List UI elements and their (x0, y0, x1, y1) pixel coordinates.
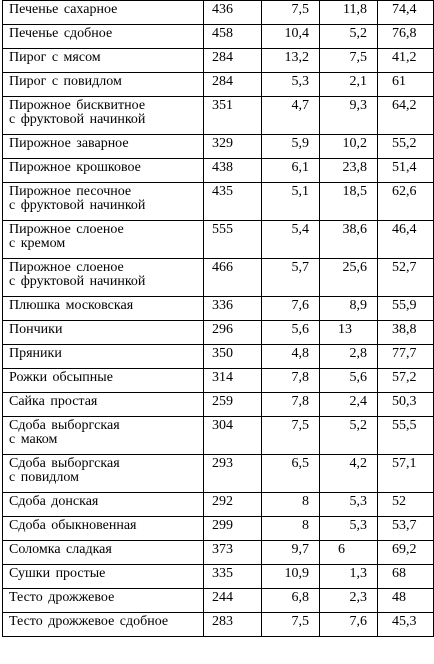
protein-cell: 10,4 (262, 25, 320, 49)
protein-cell: 5,4 (262, 221, 320, 259)
protein-cell: 8 (262, 493, 320, 517)
product-name-cell: Тесто дрожжевое сдобное (3, 613, 204, 637)
carbs-cell: 68 (378, 565, 434, 589)
product-name-cell: Пирожное песочное с фруктовой начинкой (3, 183, 204, 221)
product-name-cell: Пирожное слоеное с фруктовой начинкой (3, 259, 204, 297)
fat-cell: 1,3 (320, 565, 378, 589)
calories-cell: 293 (204, 455, 262, 493)
product-name-cell: Печенье сдобное (3, 25, 204, 49)
product-name-cell: Сдоба обыкновенная (3, 517, 204, 541)
fat-cell: 10,2 (320, 135, 378, 159)
table-row (3, 49, 434, 73)
protein-cell: 7,5 (262, 1, 320, 25)
carbs-cell: 57,1 (378, 455, 434, 493)
calories-cell: 244 (204, 589, 262, 613)
table-row (3, 393, 434, 417)
calories-cell: 284 (204, 73, 262, 97)
table-row (3, 135, 434, 159)
carbs-cell: 62,6 (378, 183, 434, 221)
calories-cell: 292 (204, 493, 262, 517)
protein-cell: 7,5 (262, 417, 320, 455)
product-name-cell: Пирожное бисквитное с фруктовой начинкой (3, 97, 204, 135)
table-row (3, 97, 434, 135)
carbs-cell: 46,4 (378, 221, 434, 259)
calories-cell: 466 (204, 259, 262, 297)
protein-cell: 4,8 (262, 345, 320, 369)
table-row (3, 369, 434, 393)
carbs-cell: 77,7 (378, 345, 434, 369)
carbs-cell: 50,3 (378, 393, 434, 417)
carbs-cell: 55,9 (378, 297, 434, 321)
fat-cell: 18,5 (320, 183, 378, 221)
product-name-cell: Тесто дрожжевое (3, 589, 204, 613)
carbs-cell: 69,2 (378, 541, 434, 565)
protein-cell: 6,1 (262, 159, 320, 183)
calories-cell: 259 (204, 393, 262, 417)
table-row (3, 321, 434, 345)
fat-cell: 38,6 (320, 221, 378, 259)
carbs-cell: 52,7 (378, 259, 434, 297)
calories-cell: 351 (204, 97, 262, 135)
calories-cell: 335 (204, 565, 262, 589)
table-row (3, 455, 434, 493)
fat-cell: 6 (320, 541, 378, 565)
table-row (3, 73, 434, 97)
product-name-cell: Сдоба донская (3, 493, 204, 517)
protein-cell: 5,3 (262, 73, 320, 97)
table-row (3, 493, 434, 517)
calories-cell: 299 (204, 517, 262, 541)
fat-cell: 5,3 (320, 517, 378, 541)
carbs-cell: 52 (378, 493, 434, 517)
carbs-cell: 51,4 (378, 159, 434, 183)
product-name-cell: Пончики (3, 321, 204, 345)
product-name-cell: Пирог с повидлом (3, 73, 204, 97)
product-name-cell: Сушки простые (3, 565, 204, 589)
protein-cell: 7,8 (262, 369, 320, 393)
table-row (3, 345, 434, 369)
protein-cell: 13,2 (262, 49, 320, 73)
table-row (3, 565, 434, 589)
carbs-cell: 38,8 (378, 321, 434, 345)
product-name-cell: Сдоба выборгская с маком (3, 417, 204, 455)
fat-cell: 7,5 (320, 49, 378, 73)
carbs-cell: 76,8 (378, 25, 434, 49)
table-row (3, 159, 434, 183)
calories-cell: 284 (204, 49, 262, 73)
calories-cell: 329 (204, 135, 262, 159)
product-name-cell: Плюшка московская (3, 297, 204, 321)
carbs-cell: 48 (378, 589, 434, 613)
calories-cell: 283 (204, 613, 262, 637)
protein-cell: 5,9 (262, 135, 320, 159)
carbs-cell: 55,5 (378, 417, 434, 455)
table-row (3, 221, 434, 259)
protein-cell: 4,7 (262, 97, 320, 135)
fat-cell: 7,6 (320, 613, 378, 637)
calories-cell: 435 (204, 183, 262, 221)
fat-cell: 9,3 (320, 97, 378, 135)
product-name-cell: Пирожное слоеное с кремом (3, 221, 204, 259)
table-row (3, 589, 434, 613)
protein-cell: 5,6 (262, 321, 320, 345)
product-name-cell: Сдоба выборгская с повидлом (3, 455, 204, 493)
protein-cell: 7,5 (262, 613, 320, 637)
calories-cell: 555 (204, 221, 262, 259)
calories-cell: 350 (204, 345, 262, 369)
protein-cell: 7,8 (262, 393, 320, 417)
protein-cell: 7,6 (262, 297, 320, 321)
fat-cell: 23,8 (320, 159, 378, 183)
protein-cell: 6,5 (262, 455, 320, 493)
calories-cell: 336 (204, 297, 262, 321)
table-row (3, 541, 434, 565)
carbs-cell: 74,4 (378, 1, 434, 25)
protein-cell: 10,9 (262, 565, 320, 589)
fat-cell: 5,2 (320, 417, 378, 455)
calories-cell: 436 (204, 1, 262, 25)
calories-cell: 373 (204, 541, 262, 565)
table-row (3, 1, 434, 25)
calories-cell: 438 (204, 159, 262, 183)
fat-cell: 5,2 (320, 25, 378, 49)
fat-cell: 2,8 (320, 345, 378, 369)
nutrition-table (2, 0, 434, 637)
fat-cell: 2,4 (320, 393, 378, 417)
fat-cell: 8,9 (320, 297, 378, 321)
carbs-cell: 61 (378, 73, 434, 97)
protein-cell: 5,7 (262, 259, 320, 297)
protein-cell: 5,1 (262, 183, 320, 221)
protein-cell: 8 (262, 517, 320, 541)
product-name-cell: Пирог с мясом (3, 49, 204, 73)
nutrition-table-body (3, 1, 434, 637)
fat-cell: 5,6 (320, 369, 378, 393)
carbs-cell: 41,2 (378, 49, 434, 73)
carbs-cell: 64,2 (378, 97, 434, 135)
table-row (3, 259, 434, 297)
fat-cell: 2,3 (320, 589, 378, 613)
product-name-cell: Пирожное заварное (3, 135, 204, 159)
table-row (3, 417, 434, 455)
fat-cell: 5,3 (320, 493, 378, 517)
calories-cell: 304 (204, 417, 262, 455)
fat-cell: 13 (320, 321, 378, 345)
product-name-cell: Сайка простая (3, 393, 204, 417)
calories-cell: 458 (204, 25, 262, 49)
carbs-cell: 53,7 (378, 517, 434, 541)
carbs-cell: 45,3 (378, 613, 434, 637)
protein-cell: 6,8 (262, 589, 320, 613)
protein-cell: 9,7 (262, 541, 320, 565)
table-row (3, 297, 434, 321)
fat-cell: 11,8 (320, 1, 378, 25)
product-name-cell: Рожки обсыпные (3, 369, 204, 393)
fat-cell: 25,6 (320, 259, 378, 297)
table-row (3, 25, 434, 49)
fat-cell: 4,2 (320, 455, 378, 493)
calories-cell: 296 (204, 321, 262, 345)
table-row (3, 517, 434, 541)
table-row (3, 613, 434, 637)
calories-cell: 314 (204, 369, 262, 393)
product-name-cell: Печенье сахарное (3, 1, 204, 25)
product-name-cell: Пирожное крошковое (3, 159, 204, 183)
product-name-cell: Пряники (3, 345, 204, 369)
carbs-cell: 57,2 (378, 369, 434, 393)
carbs-cell: 55,2 (378, 135, 434, 159)
fat-cell: 2,1 (320, 73, 378, 97)
table-row (3, 183, 434, 221)
product-name-cell: Соломка сладкая (3, 541, 204, 565)
